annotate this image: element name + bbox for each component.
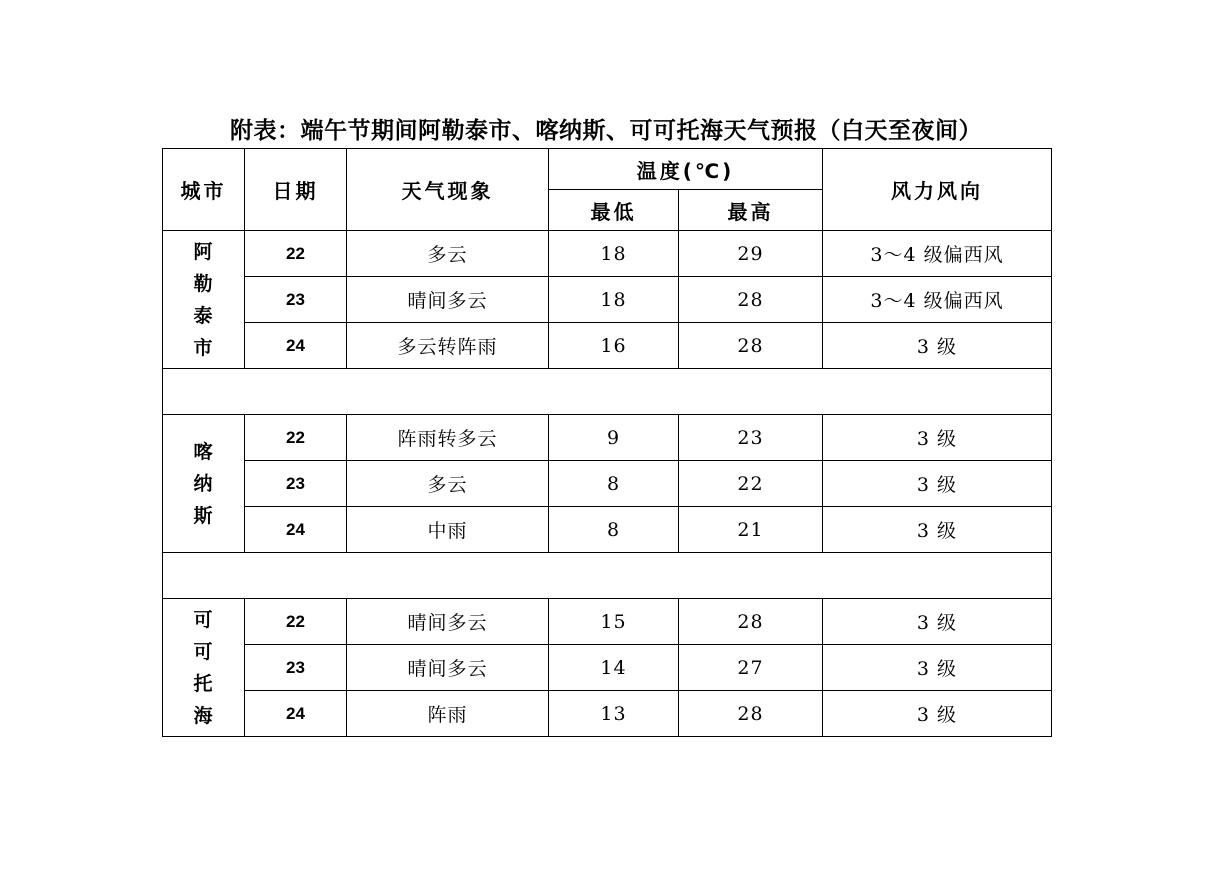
wind-cell: 3 级 (823, 461, 1052, 507)
city-char: 喀 (193, 440, 214, 463)
city-char: 泰 (193, 304, 214, 327)
city-char: 可 (193, 608, 214, 631)
weather-cell: 阵雨 (347, 691, 549, 737)
separator-row (163, 369, 1052, 415)
low-temp-cell: 13 (549, 691, 679, 737)
date-cell: 23 (245, 461, 347, 507)
low-temp-cell: 8 (549, 461, 679, 507)
wind-cell: 3 级 (823, 599, 1052, 645)
low-temp-cell: 14 (549, 645, 679, 691)
header-weather: 天气现象 (347, 149, 549, 231)
date-cell: 23 (245, 277, 347, 323)
table-row (163, 507, 1052, 553)
city-cell-altay (163, 231, 245, 369)
table-row (163, 231, 1052, 277)
header-temperature: 温度(℃) (549, 149, 823, 190)
high-temp-cell: 29 (679, 231, 823, 277)
high-temp-cell: 28 (679, 599, 823, 645)
wind-cell: 3 级 (823, 507, 1052, 553)
date-cell: 22 (245, 599, 347, 645)
weather-forecast-table (162, 148, 1052, 737)
city-cell-keketuohai (163, 599, 245, 737)
city-char: 可 (193, 640, 214, 663)
high-temp-cell: 28 (679, 277, 823, 323)
date-cell: 24 (245, 691, 347, 737)
separator-cell (163, 369, 1052, 415)
high-temp-cell: 21 (679, 507, 823, 553)
table-row (163, 277, 1052, 323)
low-temp-cell: 15 (549, 599, 679, 645)
city-char: 勒 (193, 272, 214, 295)
wind-cell: 3 级 (823, 323, 1052, 369)
low-temp-cell: 16 (549, 323, 679, 369)
low-temp-cell: 9 (549, 415, 679, 461)
weather-cell: 中雨 (347, 507, 549, 553)
wind-cell: 3 级 (823, 645, 1052, 691)
weather-cell: 晴间多云 (347, 599, 549, 645)
high-temp-cell: 22 (679, 461, 823, 507)
high-temp-cell: 27 (679, 645, 823, 691)
weather-cell: 多云 (347, 461, 549, 507)
table-row (163, 323, 1052, 369)
table-row (163, 645, 1052, 691)
header-date: 日期 (245, 149, 347, 231)
weather-cell: 晴间多云 (347, 277, 549, 323)
table-row (163, 461, 1052, 507)
high-temp-cell: 28 (679, 323, 823, 369)
high-temp-cell: 28 (679, 691, 823, 737)
city-char: 阿 (193, 240, 214, 263)
city-char: 海 (193, 704, 214, 727)
low-temp-cell: 18 (549, 231, 679, 277)
weather-cell: 阵雨转多云 (347, 415, 549, 461)
city-char: 托 (193, 672, 214, 695)
date-cell: 23 (245, 645, 347, 691)
date-cell: 22 (245, 415, 347, 461)
city-cell-kanas (163, 415, 245, 553)
header-city: 城市 (163, 149, 245, 231)
date-cell: 22 (245, 231, 347, 277)
separator-row (163, 553, 1052, 599)
header-low: 最低 (549, 190, 679, 231)
low-temp-cell: 18 (549, 277, 679, 323)
city-char: 斯 (193, 504, 214, 527)
wind-cell: 3～4 级偏西风 (823, 277, 1052, 323)
wind-cell: 3～4 级偏西风 (823, 231, 1052, 277)
high-temp-cell: 23 (679, 415, 823, 461)
wind-cell: 3 级 (823, 415, 1052, 461)
table-row (163, 599, 1052, 645)
date-cell: 24 (245, 507, 347, 553)
page-title: 附表：端午节期间阿勒泰市、喀纳斯、可可托海天气预报（白天至夜间） (230, 118, 982, 144)
low-temp-cell: 8 (549, 507, 679, 553)
date-cell: 24 (245, 323, 347, 369)
header-high: 最高 (679, 190, 823, 231)
weather-cell: 多云转阵雨 (347, 323, 549, 369)
separator-cell (163, 553, 1052, 599)
header-wind: 风力风向 (823, 149, 1052, 231)
city-char: 市 (193, 336, 214, 359)
table-row (163, 415, 1052, 461)
wind-cell: 3 级 (823, 691, 1052, 737)
table-row (163, 691, 1052, 737)
city-char: 纳 (193, 472, 214, 495)
weather-cell: 晴间多云 (347, 645, 549, 691)
header-row (163, 149, 1052, 190)
weather-cell: 多云 (347, 231, 549, 277)
